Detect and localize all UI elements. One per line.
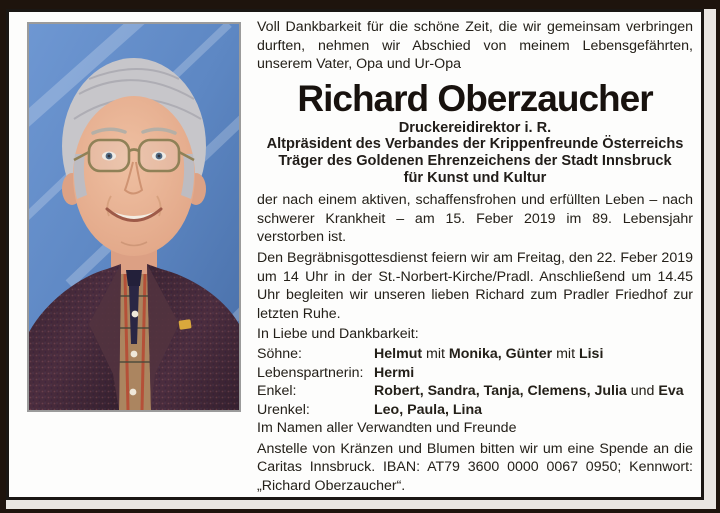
family-name: Eva <box>658 383 684 400</box>
intro-paragraph: Voll Dankbarkeit für die schöne Zeit, die wir gemeinsam verbringen durften, nehmen wir Abschied von meinem Lebensgefährten, unserem Vater, Opa und Ur-Opa <box>257 19 693 73</box>
family-label: Urenkel: <box>257 401 310 418</box>
family-label: Söhne: <box>257 345 302 362</box>
photo-column <box>27 18 241 493</box>
donation-paragraph: Anstelle von Kränzen und Blumen bitten wir um eine Spende an die Caritas Innsbruck. IBAN: AT79 3600 0000 0067 0950; Kennwort: „Richard Oberzaucher“. <box>257 440 693 495</box>
family-name: Robert, Sandra, Tanja, Clemens, Julia <box>374 383 627 400</box>
death-paragraph: der nach einem aktiven, schaffensfrohen und erfüllten Leben – nach schwerer Krankheit – am 15. Feber 2019 im 89. Lebensjahr verstorben ist. <box>257 192 693 246</box>
closing-line: Im Namen aller Verwandten und Freunde <box>257 420 517 437</box>
family-name: Hermi <box>374 364 415 381</box>
portrait-illustration <box>29 24 239 410</box>
family-name: Helmut <box>374 345 423 362</box>
family-names <box>374 345 693 364</box>
title-line: Druckereidirektor i. R. <box>398 119 552 136</box>
funeral-paragraph: Den Begräbnisgottesdienst feiern wir am Freitag, den 22. Feber 2019 um 14 Uhr in der St.-Norbert-Kirche/Pradl. Anschließend um 14.45 Uhr begleiten wir unseren lieben Richard zum Pradler Friedhof zur letzten Ruhe. <box>257 249 693 322</box>
deceased-titles <box>257 120 693 186</box>
family-names <box>374 401 693 420</box>
family-connector: mit <box>422 345 449 362</box>
family-name: Monika, Günter <box>448 345 553 362</box>
obituary-card <box>6 9 704 500</box>
notice-text-column <box>257 18 697 493</box>
title-line: für Kunst und Kultur <box>403 169 547 186</box>
family-row-urenkel <box>257 401 693 420</box>
family-connector: und <box>626 383 659 400</box>
family-names <box>374 382 693 401</box>
title-line: Altpräsident des Verbandes der Krippenfreunde Österreichs <box>266 136 684 153</box>
lapel-pin <box>179 319 192 330</box>
face <box>73 96 195 256</box>
deceased-name: Richard Oberzaucher <box>297 77 653 119</box>
family-names <box>374 364 693 383</box>
title-line: Träger des Goldenen Ehrenzeichens der Stadt Innsbruck <box>278 152 672 169</box>
family-name: Lisi <box>578 345 604 362</box>
family-row-lebenspartnerin <box>257 364 693 383</box>
farewell-line: In Liebe und Dankbarkeit: <box>257 326 419 343</box>
family-row-enkel <box>257 382 693 401</box>
family-row-soehne <box>257 345 693 364</box>
family-connector: mit <box>552 345 579 362</box>
portrait-photo <box>27 22 241 412</box>
family-name: Leo, Paula, Lina <box>374 401 483 418</box>
family-label: Enkel: <box>257 383 297 400</box>
family-label: Lebenspartnerin: <box>257 364 364 381</box>
